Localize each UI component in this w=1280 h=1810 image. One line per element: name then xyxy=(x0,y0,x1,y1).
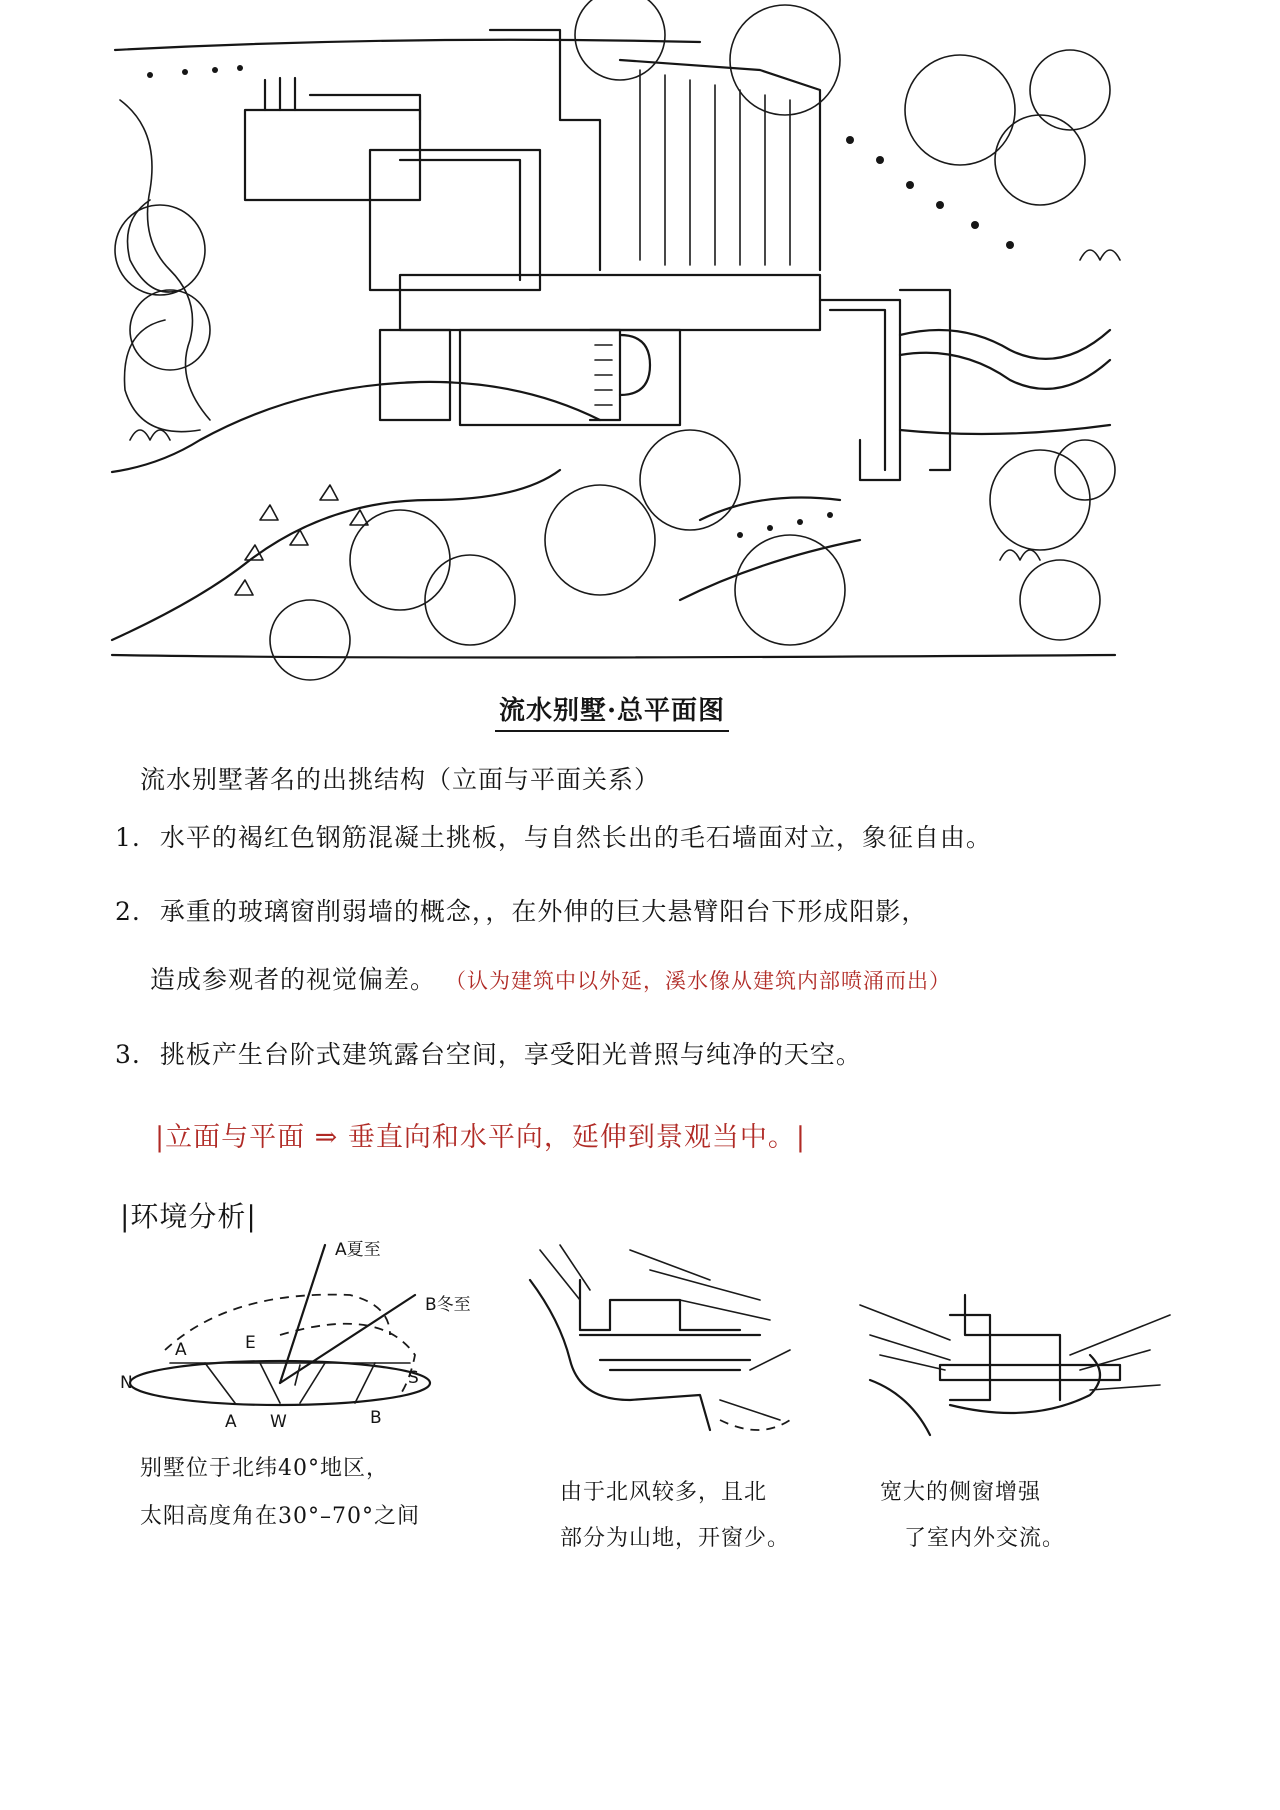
highlight-line: |立面与平面 ⇒ 垂直向和水平向，延伸到景观当中。| xyxy=(155,1122,806,1153)
path-dots-top xyxy=(147,65,243,78)
caption-line: 了室内外交流。 xyxy=(904,1526,1066,1551)
point-2 xyxy=(115,892,927,928)
point-text: 造成参观者的视觉偏差。 xyxy=(150,965,437,994)
label-a-bottom: A xyxy=(225,1412,237,1432)
caption-line: 太阳高度角在30°–70°之间 xyxy=(140,1504,420,1529)
caption-3 xyxy=(880,1470,1065,1562)
sun-path-diagram xyxy=(110,1235,510,1435)
plan-title: 流水别墅·总平面图 xyxy=(495,690,729,732)
label-n: N xyxy=(120,1373,133,1393)
label-summer: A夏至 xyxy=(335,1240,381,1260)
label-winter: B冬至 xyxy=(425,1295,471,1315)
building-plan xyxy=(245,30,950,480)
point-3 xyxy=(115,1035,862,1071)
point-number: 3. xyxy=(115,1040,141,1069)
point-2-continued xyxy=(150,960,951,996)
road-dots xyxy=(737,136,1014,538)
caption-line: 由于北风较多，且北 xyxy=(560,1480,768,1505)
side-window-diagram xyxy=(850,1255,1180,1455)
label-b: B xyxy=(370,1408,382,1428)
point-text: 挑板产生台阶式建筑露台空间，享受阳光普照与纯净的天空。 xyxy=(159,1040,862,1069)
label-a-top: A xyxy=(175,1340,187,1360)
section-title: |环境分析| xyxy=(120,1200,257,1233)
caption-line: 部分为山地，开窗少。 xyxy=(560,1526,791,1551)
label-s: S xyxy=(408,1368,419,1388)
wind-section-diagram xyxy=(520,1240,820,1440)
caption-line: 别墅位于北纬40°地区， xyxy=(140,1456,389,1481)
caption-2 xyxy=(560,1470,790,1562)
label-w: W xyxy=(270,1412,287,1432)
point-number: 2. xyxy=(115,897,141,926)
label-e: E xyxy=(245,1333,256,1353)
site-plan-sketch xyxy=(0,0,1280,690)
caption-1 xyxy=(140,1445,420,1541)
point-note: （认为建筑中以外延，溪水像从建筑内部喷涌而出） xyxy=(444,969,951,993)
intro-line: 流水别墅著名的出挑结构（立面与平面关系） xyxy=(140,765,661,794)
point-text: 水平的褐红色钢筋混凝土挑板，与自然长出的毛石墙面对立，象征自由。 xyxy=(159,823,992,852)
point-number: 1. xyxy=(115,823,141,852)
point-1 xyxy=(115,818,992,854)
rocks xyxy=(130,250,1120,595)
point-text: 承重的玻璃窗削弱墙的概念，，在外伸的巨大悬臂阳台下形成阳影， xyxy=(159,897,928,926)
caption-line: 宽大的侧窗增强 xyxy=(880,1480,1042,1505)
